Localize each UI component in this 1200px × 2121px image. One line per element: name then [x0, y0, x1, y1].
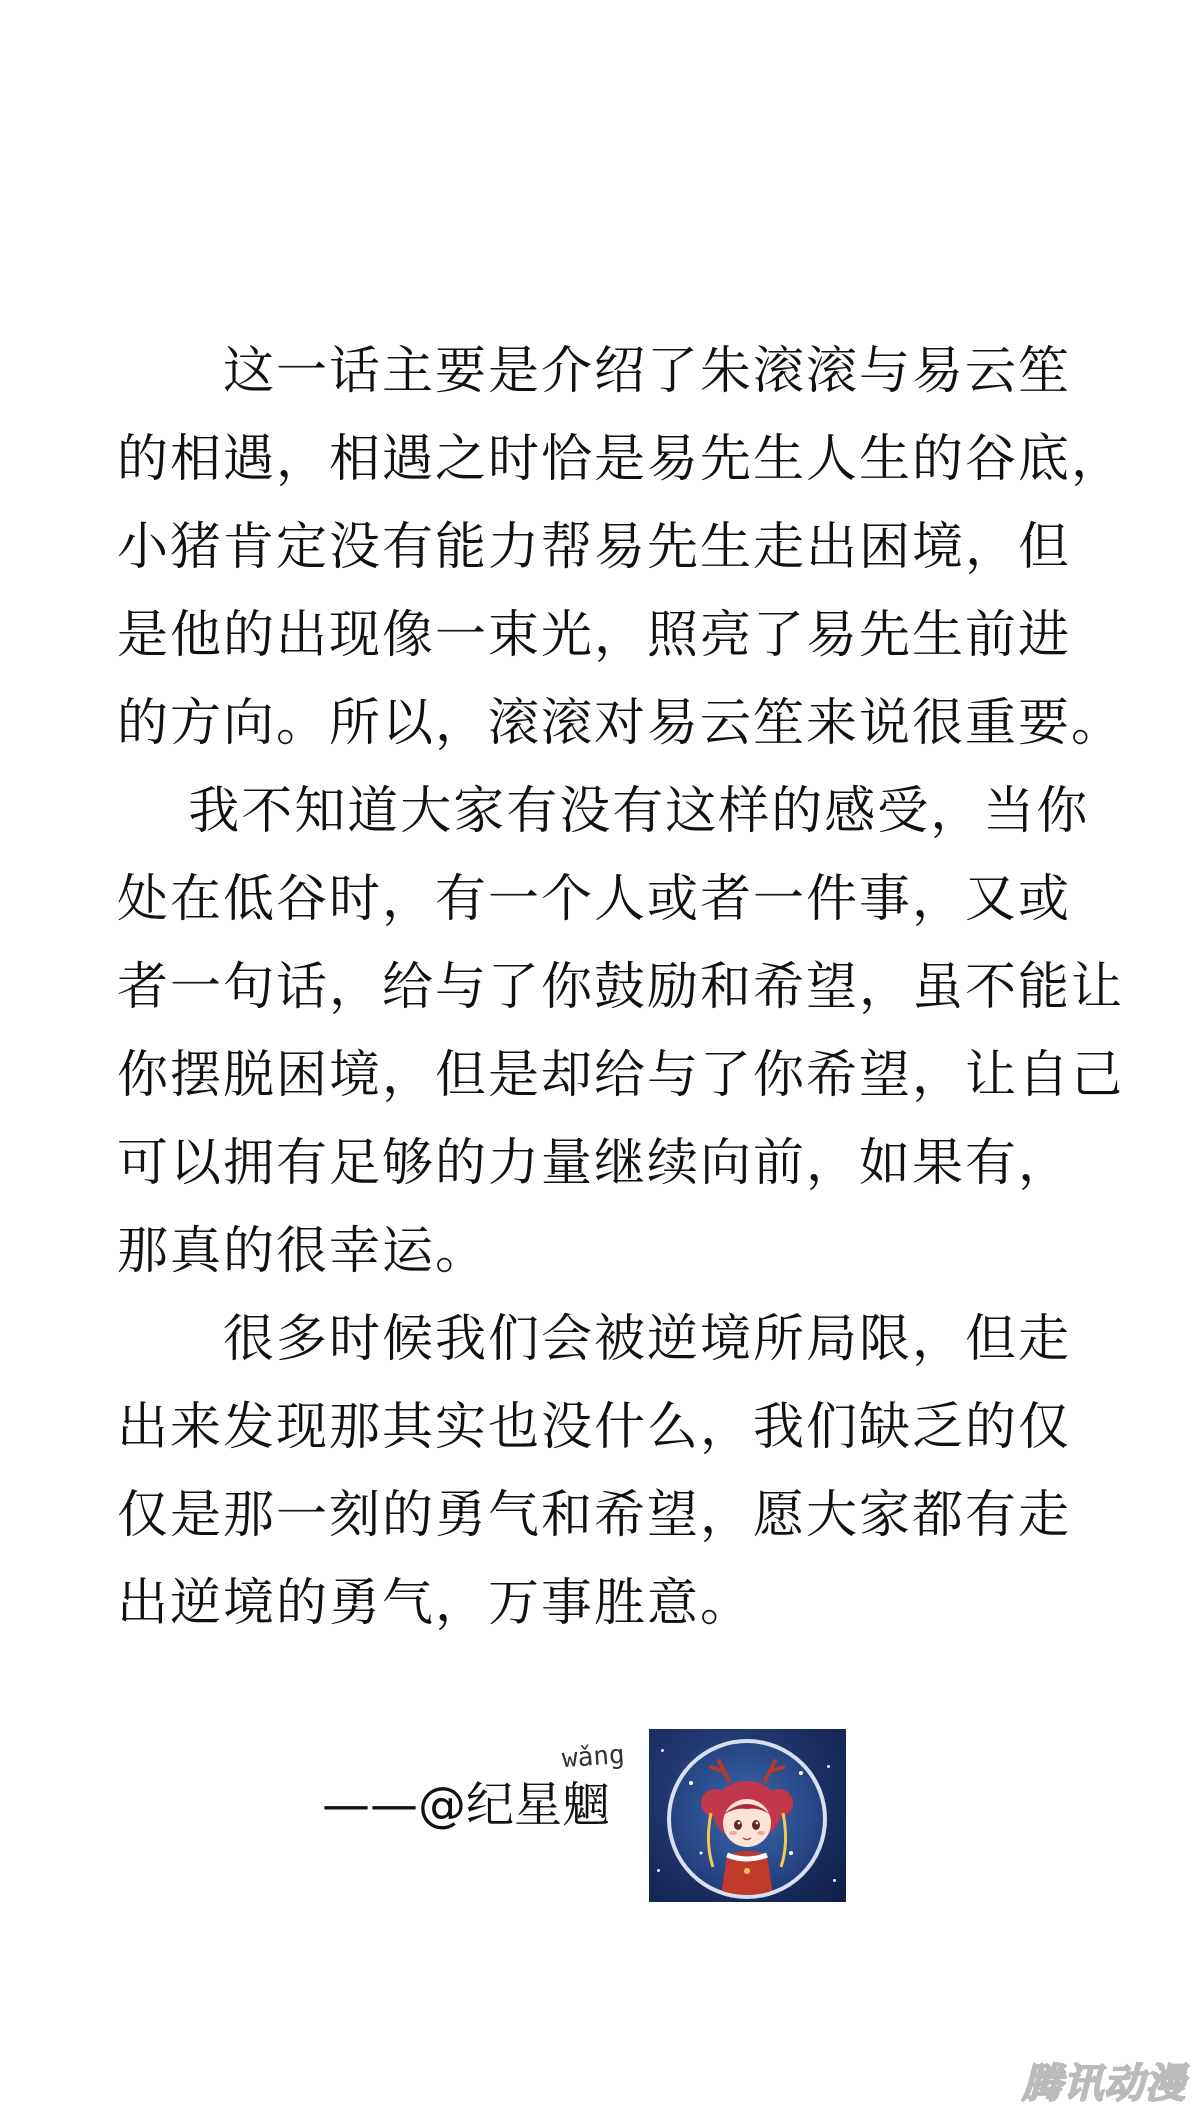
paragraph-line: 可以拥有足够的力量继续向前，如果有，: [117, 1134, 1072, 1193]
platform-watermark: 腾讯动漫: [1022, 2061, 1186, 2107]
star-dot: [661, 1749, 664, 1752]
author-avatar: [649, 1729, 846, 1902]
paragraph-line: 小猪肯定没有能力帮易先生走出困境，但: [117, 518, 1072, 577]
pinyin-annotation: wǎng: [561, 1739, 626, 1775]
paragraph-line: 出来发现那其实也没什么，我们缺乏的仅: [117, 1398, 1072, 1457]
author-signature: ——@纪星魍: [322, 1777, 611, 1833]
paragraph-line: 者一句话，给与了你鼓励和希望，虽不能让: [117, 958, 1125, 1017]
anime-girl-avatar-icon: [667, 1739, 827, 1899]
star-dot: [833, 1879, 836, 1882]
star-dot: [657, 1869, 660, 1872]
avatar-illustration: [671, 1743, 823, 1895]
paragraph-line: 出逆境的勇气，万事胜意。: [117, 1574, 754, 1633]
paragraph-line: 那真的很幸运。: [117, 1222, 489, 1281]
article-body: [117, 328, 1177, 1648]
star-dot: [827, 1765, 830, 1768]
paragraph-line: 仅是那一刻的勇气和希望，愿大家都有走: [117, 1486, 1072, 1545]
paragraph-line: 的相遇，相遇之时恰是易先生人生的谷底，: [117, 430, 1125, 489]
paragraph-line: 很多时候我们会被逆境所局限，但走: [117, 1310, 1072, 1369]
paragraph-line: 处在低谷时，有一个人或者一件事，又或: [117, 870, 1072, 929]
paragraph-line: 这一话主要是介绍了朱滚滚与易云笙: [117, 342, 1072, 401]
paragraph-line: 的方向。所以，滚滚对易云笙来说很重要。: [117, 694, 1125, 753]
paragraph-line: 我不知道大家有没有这样的感受，当你: [117, 782, 1090, 841]
paragraph-line: 你摆脱困境，但是却给与了你希望，让自己: [117, 1046, 1125, 1105]
paragraph-line: 是他的出现像一束光，照亮了易先生前进: [117, 606, 1072, 665]
